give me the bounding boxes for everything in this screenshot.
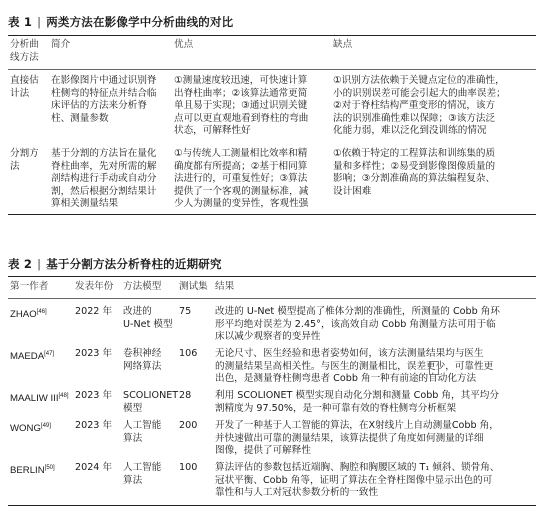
table2-header-rule [8, 298, 536, 299]
table1-row1-cons [333, 75, 506, 138]
table1-row2-intro-line: 算相关测量结果 [51, 198, 119, 210]
table2-row2-model-line: 卷积神经 [123, 348, 162, 359]
table2-row5-result-line: 算法评估的参数包括近端胸、胸腔和胸腰区域的 T₁ 倾斜、锁骨角、 [215, 462, 500, 473]
table1-caption-number: 表 1 [8, 15, 33, 29]
table2-row2-result-line: 出色，是测量脊柱侧弯患者 Cobb 角一种有前途的自动化方法 [215, 373, 477, 385]
table2-row4-author-name: WONG [10, 423, 41, 435]
table1-row1-intro-line: 柱侧弯的特征点并结合临 [51, 87, 157, 99]
table2-row3-testset: 28 [179, 390, 192, 401]
table2-row3-model [123, 390, 178, 415]
table1-row1-cons-line: ②对于脊柱结构严重变形的情况，该方 [333, 100, 496, 112]
table2-header-result: 结果 [215, 281, 235, 292]
table2-row2-citation: [47] [44, 351, 55, 357]
table2-row1-result [215, 306, 500, 344]
table1-row2-method [10, 148, 39, 173]
table2-row4-result-line: 图像，提供了可解释性 [215, 445, 311, 457]
table2-row3-model-line: 模型 [123, 402, 143, 414]
table1-row1-intro-line: 在影像图片中通过识别脊 [51, 75, 157, 86]
table1-header-pros: 优点 [174, 39, 194, 50]
table2-row1-author-name: ZHAO [10, 309, 37, 321]
text-cursor-box [429, 361, 439, 375]
table2-row3-result-line: 利用 SCOLIONET 模型实现自动化分割和测量 Cobb 角，其平均分 [215, 390, 499, 401]
table1-row1-intro-line: 柱、测量参数 [51, 112, 109, 124]
table1-row1-cons-line: 化能力弱，难以泛化到没训练的情况 [333, 125, 487, 137]
table1-header-method-line1: 分析曲 [10, 39, 39, 50]
table2-caption-title: 基于分割方法分析脊柱的近期研究 [46, 257, 222, 271]
table2-row1-result-line: 改进的 U-Net 模型提高了椎体分割的准确性，所测量的 Cobb 角环 [215, 306, 500, 317]
table2-row4-result [215, 420, 499, 458]
table2-row5-author [10, 462, 55, 478]
table1-row1-pros-line: 点可以更直观地看到脊柱的弯曲 [174, 112, 309, 124]
table1-row1-pros-line: 状态，可解释性好 [174, 125, 251, 137]
table2-caption-number: 表 2 [8, 257, 33, 271]
table1-row2-cons-line: 设计困难 [333, 185, 372, 197]
table2-row2-result-line: 的测量结果呈高相关性。与医生的测量相比，误差更少，可靠性更 [215, 360, 494, 372]
table1-row2-pros-line: 确度都有所提高；②基于相同算 [174, 160, 308, 172]
table1-row2-cons-line: 量和多样性；②易受到影像图像质量的 [333, 160, 496, 172]
table1-row2-pros-line: 提供了一个客观的测量标准，减 [174, 185, 309, 197]
table1-row2-intro [51, 148, 157, 211]
table2-row1-author [10, 306, 47, 322]
table2-row1-model [123, 306, 173, 331]
table2-header-model: 方法模型 [123, 281, 162, 292]
table1-row2-pros-line: 法进行的，可重复性好；③算法 [174, 173, 308, 185]
table2-row2-model-line: 网络算法 [123, 360, 162, 372]
table1-top-rule [8, 35, 536, 36]
table2-row4-model-line: 算法 [123, 432, 143, 444]
table1-row1-cons-line: 小的识别误差可能会引起大的曲率误差； [333, 87, 506, 99]
table1-row1-pros-line: ①测量速度较迅速，可快速计算 [174, 75, 308, 86]
table2-row3-citation: [48] [58, 393, 69, 399]
table2-row5-result-line: 冠状平衡、Cobb 角等，证明了算法在全脊柱图像中显示出色的可 [215, 474, 493, 486]
table1-row2-pros [174, 148, 308, 211]
table2-row5-model-line: 人工智能 [123, 462, 162, 473]
table2-row2-year: 2023 年 [75, 348, 113, 359]
table2-row5-testset: 100 [179, 462, 198, 473]
table2-row2-result-line: 无论尺寸、医生经验和患者姿势如何，该方法测量结果均与医生 [215, 348, 484, 359]
table2-row3-result [215, 390, 499, 415]
table1-row1-cons-line: ①识别方法依赖于关键点定位的准确性， [333, 75, 505, 86]
table2-row3-author [10, 390, 69, 406]
table2-row1-testset: 75 [179, 306, 192, 317]
table1-row2-cons-line: 影响；③分割准确高的算法编程复杂、 [333, 173, 496, 185]
table2-row4-citation: [49] [40, 423, 51, 429]
table1-row2-method-line: 分割方 [10, 148, 39, 159]
table1-caption [8, 14, 233, 30]
table1-row2-cons-line: ①依赖于特定的工程算法和训练集的质 [333, 148, 496, 159]
table2-row4-testset: 200 [179, 420, 198, 431]
table2-header-author: 第一作者 [10, 281, 49, 292]
table2-row1-model-line: U-Net 模型 [123, 318, 173, 330]
table1-row2-method-line: 法 [10, 160, 20, 172]
table2-row2-testset: 106 [179, 348, 198, 359]
table2-row1-result-line: 床以减少观察者的变异性 [215, 331, 321, 343]
table2-row1-model-line: 改进的 [123, 306, 152, 317]
table2-top-rule [8, 276, 536, 277]
table1-row2-intro-line: 基于分割的方法旨在量化 [51, 148, 157, 159]
table1-row1-pros [174, 75, 308, 138]
table1-row1-cons-line: 法的识别准确性难以保障；③该方法泛 [333, 112, 496, 124]
table1-row2-intro-line: 脊柱曲率，先对所需的解 [51, 160, 157, 172]
table2-row2-result [215, 348, 493, 386]
table2-row5-result-line: 靠性和与人工对冠状参数分析的一致性 [215, 487, 379, 499]
table1-header-method [10, 39, 39, 64]
table1-row2-intro-line: 割，然后根据分割结果计 [51, 185, 157, 197]
table1-row1-pros-line: 出脊柱曲率；②该算法通常更简 [174, 87, 308, 99]
table1-header-rule [8, 69, 536, 70]
table1-bottom-rule [8, 214, 536, 215]
table1-caption-separator: | [37, 15, 42, 29]
table2-row4-result-line: 开发了一种基于人工智能的算法，在X射线片上自动测量Cobb 角， [215, 420, 499, 431]
table1-caption-title: 两类方法在影像学中分析曲线的对比 [46, 15, 234, 29]
table2-row1-year: 2022 年 [75, 306, 113, 317]
table1-header-intro: 简介 [51, 39, 71, 50]
table2-header-year: 发表年份 [75, 281, 114, 292]
table2-row4-result-line: 并快速做出可靠的测量结果，该算法提供了角度如何测量的详细 [215, 432, 484, 444]
table2-header-testset: 测试集 [179, 281, 208, 292]
table1-row2-pros-line: 少人为测量的变异性，客观性强 [174, 198, 309, 210]
table1-row1-method-line: 直接估 [10, 75, 39, 86]
table2-row5-year: 2024 年 [75, 462, 113, 473]
table2-row3-result-line: 割精度为 97.50%，是一种可靠有效的脊柱侧弯分析框架 [215, 402, 457, 414]
table1-row1-method-line: 计法 [10, 87, 30, 99]
table1-row1-intro [51, 75, 157, 125]
table2-row5-model [123, 462, 161, 487]
table2-caption-separator: | [37, 257, 42, 271]
table2-row5-citation: [50] [44, 465, 55, 471]
table2-row3-year: 2023 年 [75, 390, 113, 401]
table1-header-cons: 缺点 [333, 39, 353, 50]
table1-row2-pros-line: ①与传统人工测量相比效率和精 [174, 148, 308, 159]
table1-row1-method [10, 75, 39, 100]
table2-row2-model [123, 348, 161, 373]
table2-row4-model [123, 420, 161, 445]
table2-row1-citation: [46] [36, 309, 47, 315]
table2-row4-model-line: 人工智能 [123, 420, 162, 431]
table2-row4-author [10, 420, 51, 436]
table2-row5-result [215, 462, 499, 500]
table2-row2-author-name: MAEDA [10, 351, 45, 363]
table2-row3-model-line: SCOLIONET [123, 390, 179, 401]
table1-row2-cons [333, 148, 495, 198]
table2-row3-author-name: MAALIW III [10, 393, 59, 405]
table2-caption [8, 256, 222, 272]
table2-row1-result-line: 形平均绝对误差为 2.45°，该高效自动 Cobb 角测量方法可用于临 [215, 318, 496, 330]
table2-row5-author-name: BERLIN [10, 465, 45, 477]
table2-row4-year: 2023 年 [75, 420, 113, 431]
table1-header-method-line2: 线方法 [10, 51, 39, 63]
table1-row2-intro-line: 剖结构进行手动或自动分 [51, 173, 157, 185]
table2-row5-model-line: 算法 [123, 474, 143, 486]
table1-row1-pros-line: 单且易于实现；③通过识别关键 [174, 100, 308, 112]
table2-bottom-rule [8, 505, 536, 506]
table1-row1-intro-line: 床评估的方法来分析脊 [51, 100, 147, 112]
table2-row2-author [10, 348, 54, 364]
